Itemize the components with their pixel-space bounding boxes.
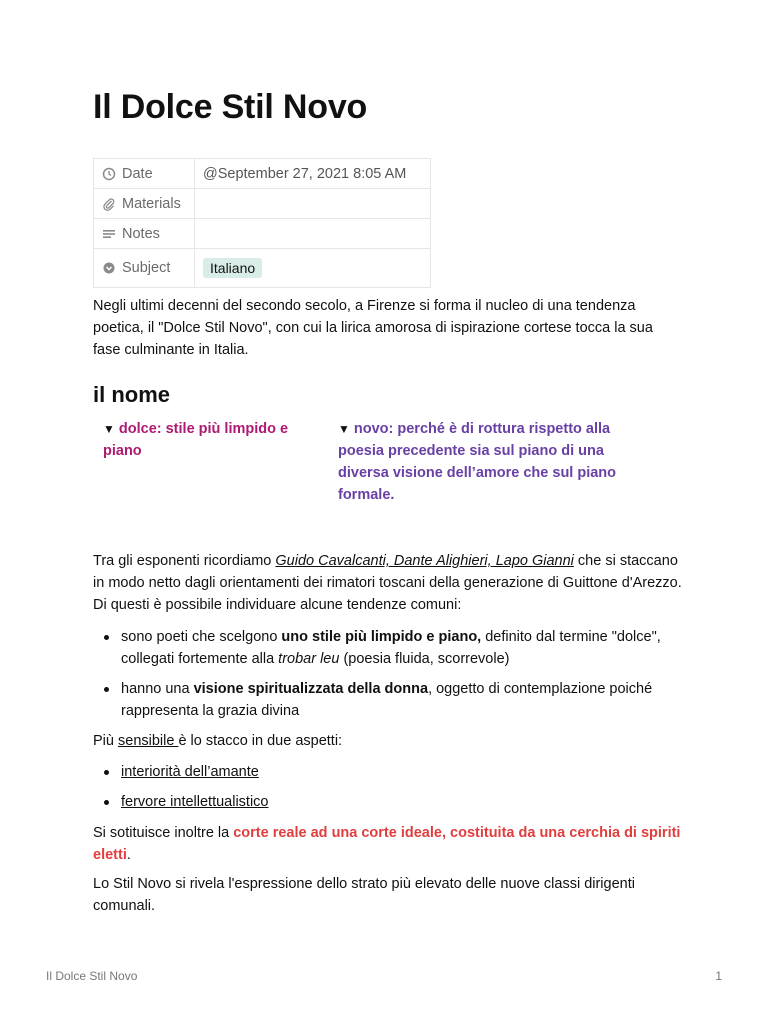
page-title: Il Dolce Stil Novo xyxy=(93,88,368,126)
property-label: Notes xyxy=(122,225,160,242)
triangle-down-icon[interactable]: ▼ xyxy=(103,422,115,436)
property-row-notes xyxy=(94,219,431,249)
notes-value[interactable] xyxy=(195,219,431,249)
footer-title: Il Dolce Stil Novo xyxy=(46,969,138,983)
poets-names: Guido Cavalcanti, Dante Alighieri, Lapo Gianni xyxy=(275,553,574,569)
exponents-paragraph: Tra gli esponenti ricordiamo Guido Cavalcanti, Dante Alighieri, Lapo Gianni che si staccano in modo netto dagli orientamenti dei rimatori toscani della generazione di Guittone d'Arezzo. Di questi è possibile individuare alcune tendenze comuni: xyxy=(93,553,682,613)
materials-value[interactable] xyxy=(195,189,431,219)
sensibility-paragraph: Più sensibile è lo stacco in due aspetti: xyxy=(93,733,343,749)
paperclip-icon xyxy=(102,197,116,211)
aspects-list xyxy=(93,761,683,813)
text-lines-icon xyxy=(102,227,116,241)
list-item: sono poeti che scelgono uno stile più limpido e piano, definito dal termine "dolce", collegati fortemente alla trobar leu (poesia fluida, scorrevole) xyxy=(93,626,683,670)
toggle-text: dolce: stile più limpido e piano xyxy=(103,421,289,459)
properties-table xyxy=(93,158,431,288)
property-row-subject xyxy=(94,249,431,288)
section-heading: il nome xyxy=(93,382,171,407)
court-paragraph: Si sotituisce inoltre la corte reale ad una corte ideale, costituita da una cerchia di spiriti eletti. xyxy=(93,825,681,863)
subject-tag[interactable]: Italiano xyxy=(203,258,262,278)
page-number: 1 xyxy=(715,969,722,983)
underlined-word: sensibile xyxy=(118,733,179,749)
tendencies-list xyxy=(93,626,683,722)
clock-icon xyxy=(102,167,116,181)
property-label: Materials xyxy=(122,195,181,212)
property-row-date xyxy=(94,159,431,189)
toggle-novo[interactable] xyxy=(338,418,658,506)
property-label: Date xyxy=(122,165,153,182)
triangle-down-icon[interactable]: ▼ xyxy=(338,422,350,436)
list-item: hanno una visione spiritualizzata della donna, oggetto di contemplazione poiché rappresenta la grazia divina xyxy=(93,678,683,722)
list-item: interiorità dell’amante xyxy=(93,761,683,783)
date-value[interactable]: @September 27, 2021 8:05 AM xyxy=(195,159,431,189)
closing-paragraph: Lo Stil Novo si rivela l'espressione dello strato più elevato delle nuove classi dirigenti comunali. xyxy=(93,876,635,914)
select-circle-icon xyxy=(102,261,116,275)
red-highlight: corte reale ad una corte ideale, costituita da una cerchia di spiriti eletti xyxy=(93,825,681,863)
property-label: Subject xyxy=(122,260,171,276)
toggle-text: novo: perché è di rottura rispetto alla poesia precedente sia sul piano di una diversa visione dell’amore che sul piano formale. xyxy=(338,421,617,503)
intro-paragraph: Negli ultimi decenni del secondo secolo, a Firenze si forma il nucleo di una tendenza poetica, il "Dolce Stil Novo", con cui la lirica amorosa di ispirazione cortese tocca la sua fase culminante in Italia. xyxy=(93,298,653,358)
toggle-dolce[interactable] xyxy=(103,418,313,462)
property-row-materials xyxy=(94,189,431,219)
list-item: fervore intellettualistico xyxy=(93,791,683,813)
